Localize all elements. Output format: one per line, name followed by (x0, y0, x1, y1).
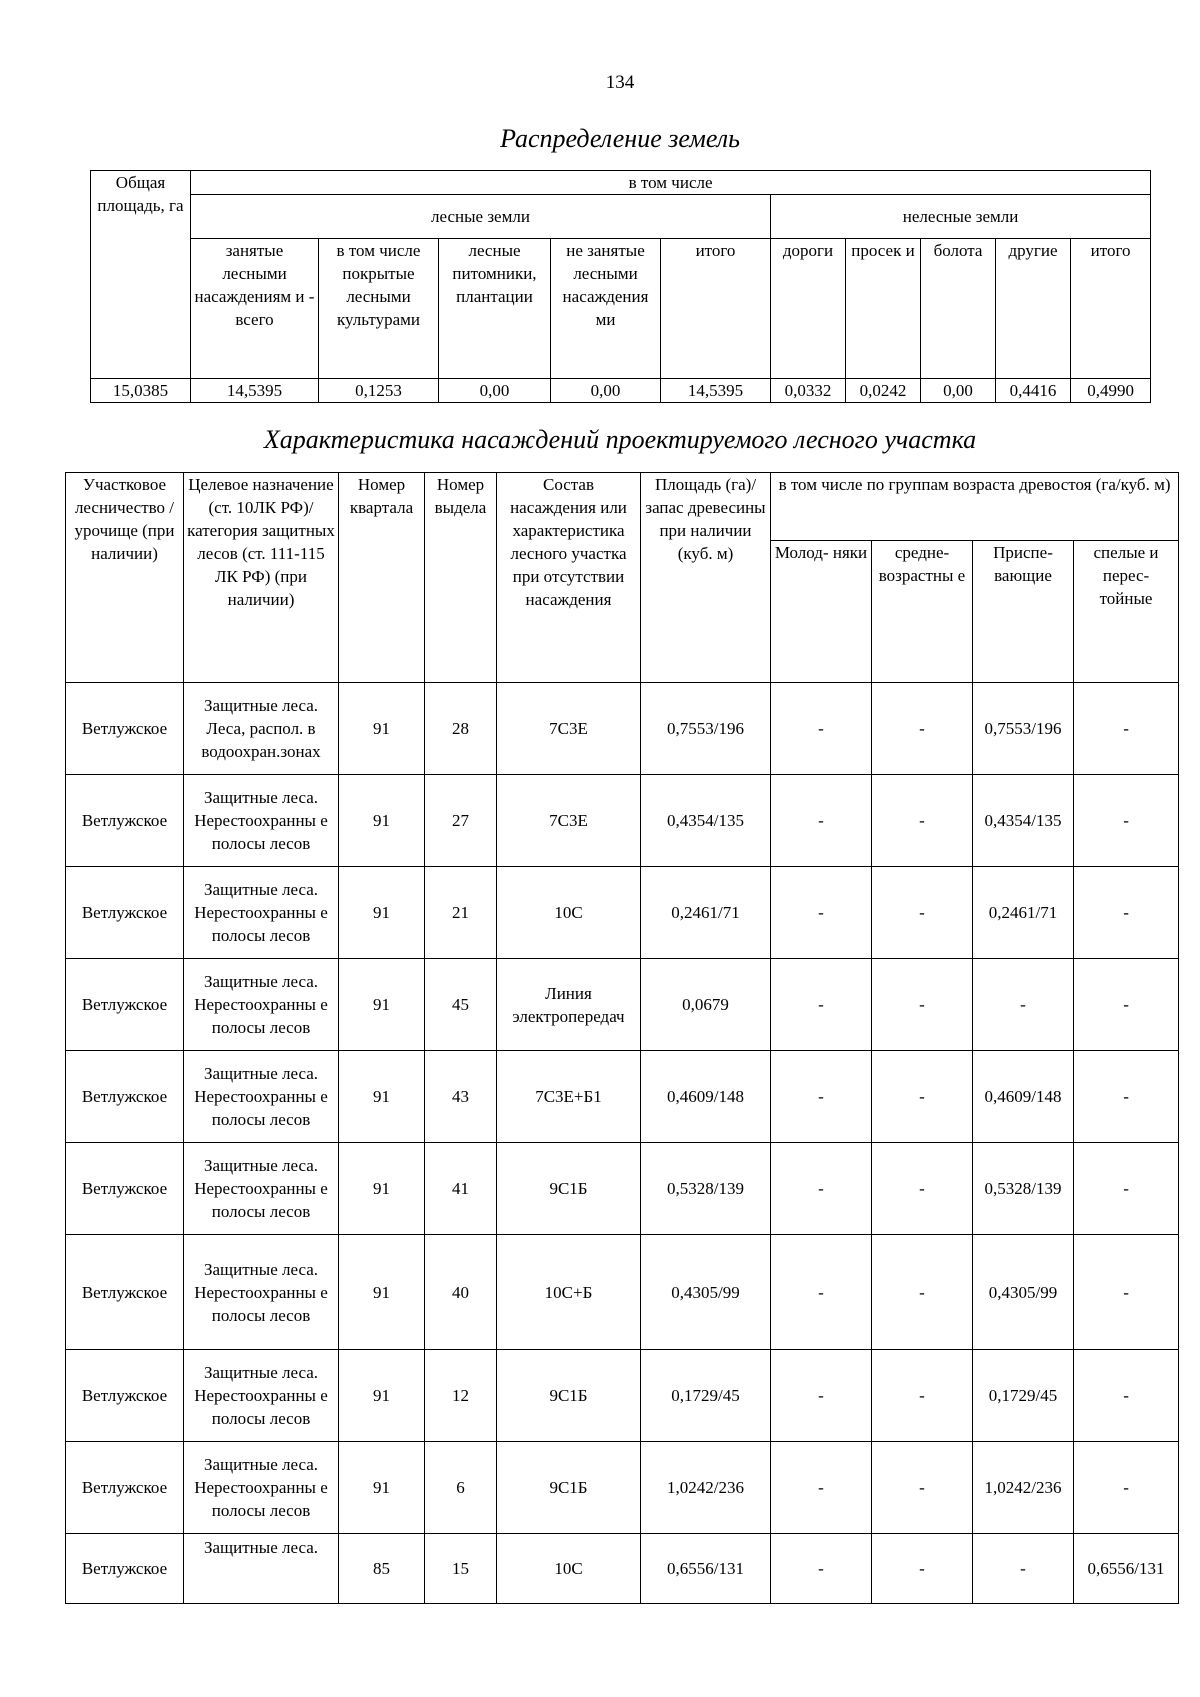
cell-purpose: Защитные леса. Нерестоохранны е полосы лесов (184, 1350, 339, 1442)
cell-area: 0,6556/131 (641, 1534, 771, 1604)
table-row (66, 867, 1179, 959)
cell-forestry: Ветлужское (66, 683, 184, 775)
cell-forestry: Ветлужское (66, 1235, 184, 1350)
header-swamps: болота (921, 239, 996, 379)
header-forest-lands: лесные земли (191, 195, 771, 239)
cell-quarter: 91 (339, 775, 425, 867)
header-nurseries: лесные питомники, плантации (439, 239, 551, 379)
header-clearings: просек и (846, 239, 921, 379)
header-mature: спелые и перес- тойные (1074, 541, 1179, 683)
cell-forestry: Ветлужское (66, 959, 184, 1051)
table-row (66, 1051, 1179, 1143)
cell-purpose: Защитные леса. Нерестоохранны е полосы лесов (184, 1051, 339, 1143)
stand-characteristics-title: Характеристика насаждений проектируемого лесного участка (263, 425, 977, 454)
cell-middle: - (872, 683, 973, 775)
cell-section: 43 (425, 1051, 497, 1143)
cell-maturing: 0,7553/196 (973, 683, 1074, 775)
header-roads: дороги (771, 239, 846, 379)
cell-section: 45 (425, 959, 497, 1051)
cell-maturing: 0,4354/135 (973, 775, 1074, 867)
cell-purpose: Защитные леса. Леса, распол. в водоохран.зонах (184, 683, 339, 775)
header-maturing: Приспе- вающие (973, 541, 1074, 683)
header-occupied: занятые лесными насаждениям и - всего (191, 239, 319, 379)
cell-middle: - (872, 867, 973, 959)
cell-forestry: Ветлужское (66, 1143, 184, 1235)
cell-composition: 10С (497, 867, 641, 959)
table-row (66, 1534, 1179, 1604)
cell-forestry: Ветлужское (66, 1442, 184, 1534)
value-unoccupied: 0,00 (551, 379, 661, 403)
cell-mature: - (1074, 867, 1179, 959)
cell-section: 41 (425, 1143, 497, 1235)
cell-quarter: 91 (339, 1350, 425, 1442)
cell-composition: Линия электропередач (497, 959, 641, 1051)
stand-rows (66, 683, 1179, 1604)
cell-young: - (771, 1235, 872, 1350)
value-nonforest-total: 0,4990 (1071, 379, 1151, 403)
cell-young: - (771, 683, 872, 775)
cell-section: 6 (425, 1442, 497, 1534)
table-row (66, 1235, 1179, 1350)
cell-maturing: 0,1729/45 (973, 1350, 1074, 1442)
cell-composition: 10С (497, 1534, 641, 1604)
cell-purpose: Защитные леса. Нерестоохранны е полосы лесов (184, 1442, 339, 1534)
cell-quarter: 91 (339, 1235, 425, 1350)
table-row (66, 683, 1179, 775)
cell-young: - (771, 1534, 872, 1604)
cell-composition: 7С3Е (497, 683, 641, 775)
cell-area: 0,4305/99 (641, 1235, 771, 1350)
cell-middle: - (872, 1143, 973, 1235)
cell-maturing: - (973, 1534, 1074, 1604)
cell-quarter: 91 (339, 1143, 425, 1235)
cell-purpose: Защитные леса. Нерестоохранны е полосы лесов (184, 1143, 339, 1235)
cell-purpose: Защитные леса. Нерестоохранны е полосы лесов (184, 959, 339, 1051)
cell-purpose: Защитные леса. Нерестоохранны е полосы лесов (184, 775, 339, 867)
cell-section: 15 (425, 1534, 497, 1604)
table-row (66, 959, 1179, 1051)
header-young: Молод- няки (771, 541, 872, 683)
cell-middle: - (872, 1051, 973, 1143)
cell-young: - (771, 1051, 872, 1143)
header-cultures: в том числе покрытые лесными культурами (319, 239, 439, 379)
cell-purpose: Защитные леса. Нерестоохранны е полосы лесов (184, 1235, 339, 1350)
value-swamps: 0,00 (921, 379, 996, 403)
value-clearings: 0,0242 (846, 379, 921, 403)
header-section: Номер выдела (425, 473, 497, 683)
cell-young: - (771, 1143, 872, 1235)
table-row (91, 379, 1151, 403)
header-composition: Состав насаждения или характеристика лесного участка при отсутствии насаждения (497, 473, 641, 683)
land-distribution-title: Распределение земель (500, 124, 740, 153)
cell-maturing: 0,4609/148 (973, 1051, 1074, 1143)
stand-characteristics-table (65, 472, 1179, 1604)
cell-middle: - (872, 1235, 973, 1350)
cell-mature: - (1074, 1350, 1179, 1442)
header-forest-total: итого (661, 239, 771, 379)
cell-mature: - (1074, 1442, 1179, 1534)
cell-mature: - (1074, 1235, 1179, 1350)
cell-maturing: 0,5328/139 (973, 1143, 1074, 1235)
cell-area: 1,0242/236 (641, 1442, 771, 1534)
header-middle: средне- возрастны е (872, 541, 973, 683)
cell-section: 28 (425, 683, 497, 775)
header-forestry: Участковое лесничество / урочище (при наличии) (66, 473, 184, 683)
cell-area: 0,2461/71 (641, 867, 771, 959)
cell-young: - (771, 1350, 872, 1442)
cell-area: 0,0679 (641, 959, 771, 1051)
value-forest-total: 14,5395 (661, 379, 771, 403)
cell-mature: - (1074, 1051, 1179, 1143)
cell-section: 21 (425, 867, 497, 959)
cell-maturing: 0,4305/99 (973, 1235, 1074, 1350)
cell-composition: 10С+Б (497, 1235, 641, 1350)
value-other: 0,4416 (996, 379, 1071, 403)
cell-mature: - (1074, 775, 1179, 867)
header-total-area: Общая площадь, га (91, 171, 191, 379)
cell-forestry: Ветлужское (66, 1051, 184, 1143)
cell-middle: - (872, 959, 973, 1051)
cell-middle: - (872, 1350, 973, 1442)
cell-area: 0,4609/148 (641, 1051, 771, 1143)
cell-quarter: 91 (339, 1051, 425, 1143)
cell-middle: - (872, 1442, 973, 1534)
header-age-groups: в том числе по группам возраста древостоя (га/куб. м) (771, 473, 1179, 541)
cell-young: - (771, 775, 872, 867)
cell-forestry: Ветлужское (66, 1350, 184, 1442)
value-occupied: 14,5395 (191, 379, 319, 403)
cell-forestry: Ветлужское (66, 1534, 184, 1604)
cell-mature: 0,6556/131 (1074, 1534, 1179, 1604)
cell-young: - (771, 867, 872, 959)
cell-maturing: - (973, 959, 1074, 1051)
cell-young: - (771, 1442, 872, 1534)
cell-composition: 7С3Е+Б1 (497, 1051, 641, 1143)
cell-maturing: 1,0242/236 (973, 1442, 1074, 1534)
table-row (66, 1442, 1179, 1534)
cell-composition: 9С1Б (497, 1442, 641, 1534)
value-nurseries: 0,00 (439, 379, 551, 403)
page-number: 134 (605, 72, 635, 93)
cell-section: 27 (425, 775, 497, 867)
cell-quarter: 91 (339, 1442, 425, 1534)
cell-section: 12 (425, 1350, 497, 1442)
cell-middle: - (872, 775, 973, 867)
cell-mature: - (1074, 959, 1179, 1051)
header-nonforest-lands: нелесные земли (771, 195, 1151, 239)
cell-mature: - (1074, 1143, 1179, 1235)
cell-forestry: Ветлужское (66, 775, 184, 867)
cell-quarter: 91 (339, 959, 425, 1051)
header-area: Площадь (га)/ запас древесины при наличии (куб. м) (641, 473, 771, 683)
header-including: в том числе (191, 171, 1151, 195)
cell-area: 0,1729/45 (641, 1350, 771, 1442)
cell-area: 0,5328/139 (641, 1143, 771, 1235)
value-total: 15,0385 (91, 379, 191, 403)
table-row (66, 1143, 1179, 1235)
cell-composition: 7С3Е (497, 775, 641, 867)
header-unoccupied: не занятые лесными насаждения ми (551, 239, 661, 379)
cell-young: - (771, 959, 872, 1051)
table-row (66, 1350, 1179, 1442)
cell-mature: - (1074, 683, 1179, 775)
value-cultures: 0,1253 (319, 379, 439, 403)
value-roads: 0,0332 (771, 379, 846, 403)
cell-maturing: 0,2461/71 (973, 867, 1074, 959)
cell-area: 0,4354/135 (641, 775, 771, 867)
land-distribution-table (90, 170, 1151, 403)
table-row (66, 775, 1179, 867)
cell-quarter: 85 (339, 1534, 425, 1604)
cell-middle: - (872, 1534, 973, 1604)
cell-section: 40 (425, 1235, 497, 1350)
header-other: другие (996, 239, 1071, 379)
header-nonforest-total: итого (1071, 239, 1151, 379)
cell-quarter: 91 (339, 683, 425, 775)
cell-composition: 9С1Б (497, 1143, 641, 1235)
cell-purpose: Защитные леса. (184, 1534, 339, 1604)
header-quarter: Номер квартала (339, 473, 425, 683)
cell-area: 0,7553/196 (641, 683, 771, 775)
cell-composition: 9С1Б (497, 1350, 641, 1442)
cell-forestry: Ветлужское (66, 867, 184, 959)
cell-purpose: Защитные леса. Нерестоохранны е полосы лесов (184, 867, 339, 959)
cell-quarter: 91 (339, 867, 425, 959)
header-purpose: Целевое назначение (ст. 10ЛК РФ)/ категория защитных лесов (ст. 111-115 ЛК РФ) (при наличии) (184, 473, 339, 683)
